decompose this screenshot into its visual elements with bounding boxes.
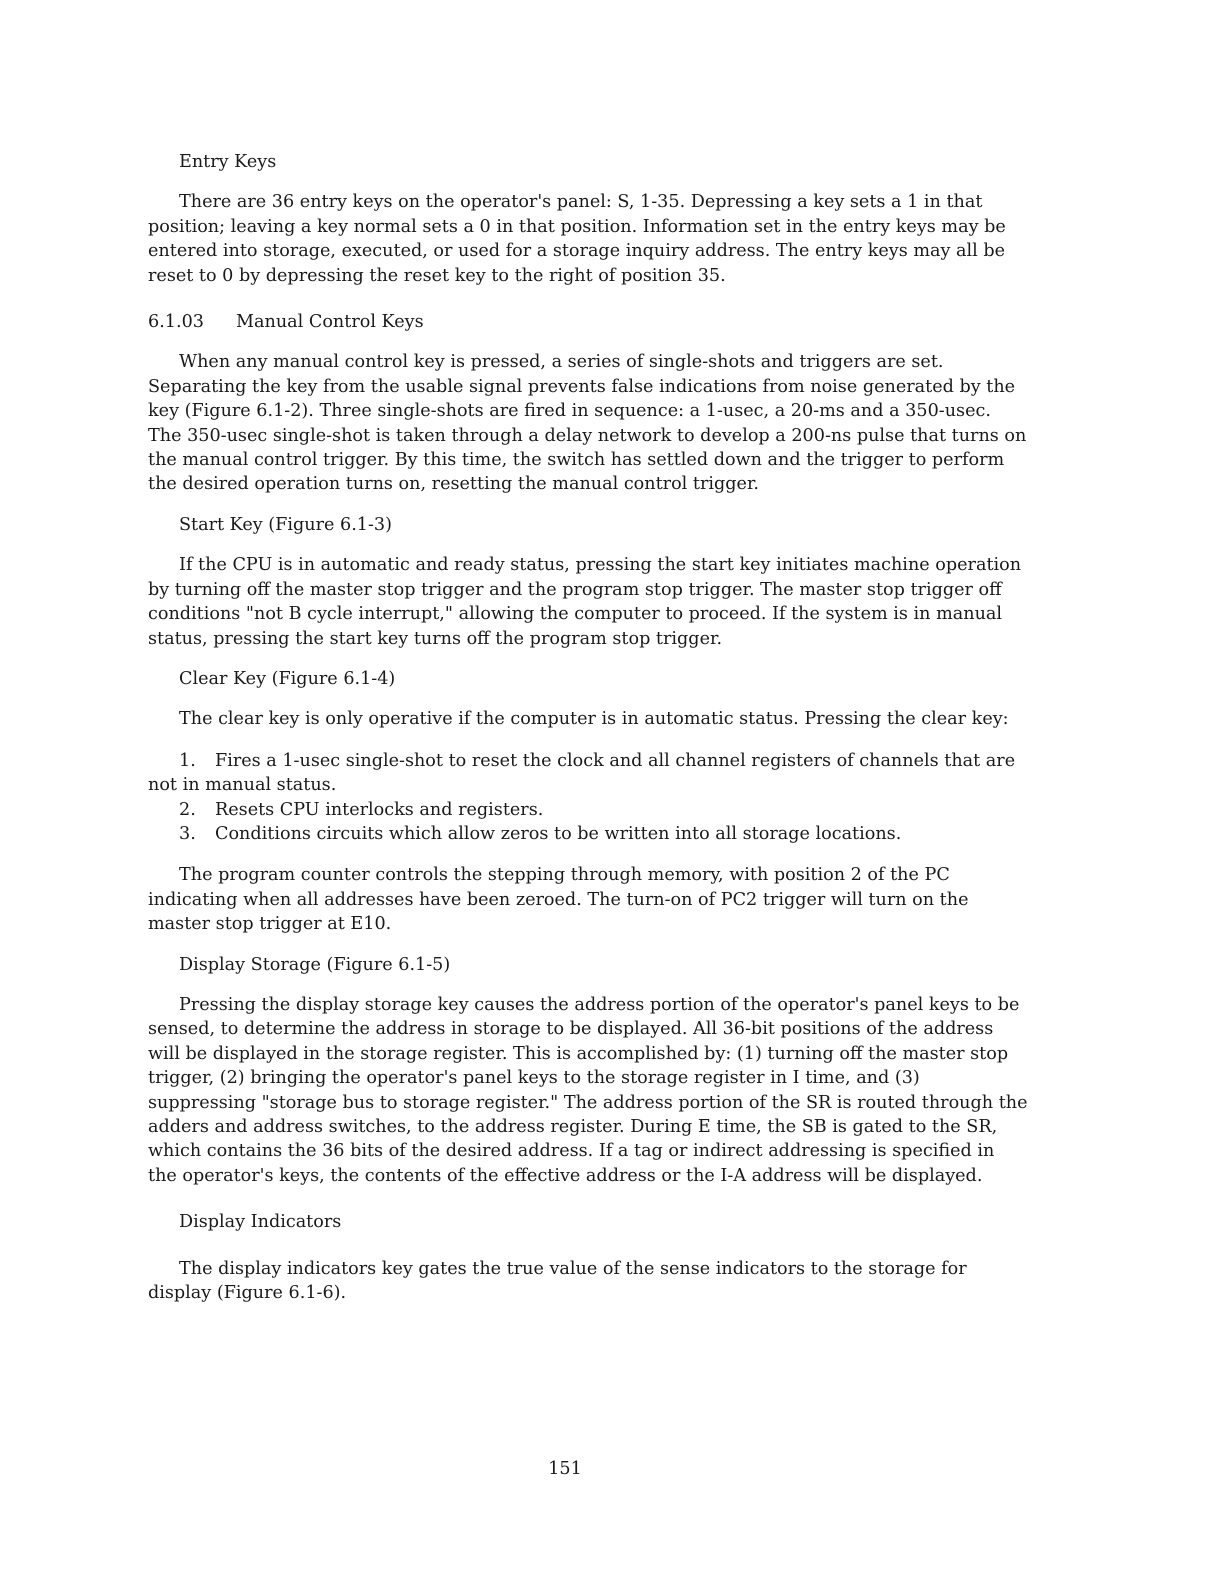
display-indicators-paragraph: The display indicators key gates the true value of the sense indicators to the storage for display (Figure 6.1-6). (148, 1258, 967, 1304)
list-item: 1. Fires a 1-usec single-shot to reset the clock and all channel registers of channels that are not in manual status. (148, 750, 1016, 796)
start-key-paragraph: If the CPU is in automatic and ready status, pressing the start key initiates machine operation by turning off the master stop trigger and the program stop trigger. The master stop trigger off conditions "not B cycle interrupt," allowing the computer to proceed. If the system is in manual status, pressing the start key turns off the program stop trigger. (148, 555, 1022, 649)
section-heading-clear-key: Clear Key (Figure 6.1-4) (179, 668, 396, 689)
section-title: Manual Control Keys (236, 312, 424, 333)
document-page (148, 150, 1028, 1305)
program-counter-paragraph: The program counter controls the stepping through memory, with position 2 of the PC indicating when all addresses have been zeroed. The turn-on of PC2 trigger will turn on the master stop trigger at E10. (148, 865, 969, 935)
list-item: 3. Conditions circuits which allow zeros to be written into all storage locations. (179, 823, 902, 844)
display-storage-paragraph: Pressing the display storage key causes the address portion of the operator's panel keys to be sensed, to determine the address in storage to be displayed. All 36-bit positions of the address will be displayed in the storage register. This is accomplished by: (1) turning off the master stop trigger, (2) bringing the operator's panel keys to the storage register in I time, and (3) suppressing "storage bus to storage register." The address portion of the SR is routed through the adders and address switches, to the address register. During E time, the SB is gated to the SR, which contains the 36 bits of the desired address. If a tag or indirect addressing is specified in the operator's keys, the contents of the effective address or the I-A address will be displayed. (148, 994, 1028, 1186)
list-item: 2. Resets CPU interlocks and registers. (179, 799, 544, 820)
section-heading-start-key: Start Key (Figure 6.1-3) (179, 514, 392, 535)
entry-keys-paragraph: There are 36 entry keys on the operator's panel: S, 1-35. Depressing a key sets a 1 in that position; leaving a key normal sets a 0 in that position. Information set in the entry keys may be entered into storage, executed, or used for a storage inquiry address. The entry keys may all be reset to 0 by depressing the reset key to the right of position 35. (148, 192, 1006, 286)
section-heading-display-indicators: Display Indicators (179, 1212, 342, 1233)
section-number: 6.1.03 (148, 312, 204, 333)
manual-control-paragraph: When any manual control key is pressed, a series of single-shots and triggers are set. Separating the key from the usable signal prevents false indications from noise generated by the key (Figure 6.1-2). Three single-shots are fired in sequence: a 1-usec, a 20-ms and a 350-usec. The 350-usec single-shot is taken through a delay network to develop a 200-ns pulse that turns on the manual control trigger. By this time, the switch has settled down and the trigger to perform the desired operation turns on, resetting the manual control trigger. (148, 352, 1027, 495)
clear-key-paragraph: The clear key is only operative if the computer is in automatic status. Pressing the clear key: (179, 709, 1009, 730)
section-heading-display-storage: Display Storage (Figure 6.1-5) (179, 954, 451, 975)
section-heading-entry-keys: Entry Keys (179, 152, 277, 172)
section-heading-manual-control (148, 310, 1028, 334)
page-number: 151 (548, 1459, 582, 1479)
